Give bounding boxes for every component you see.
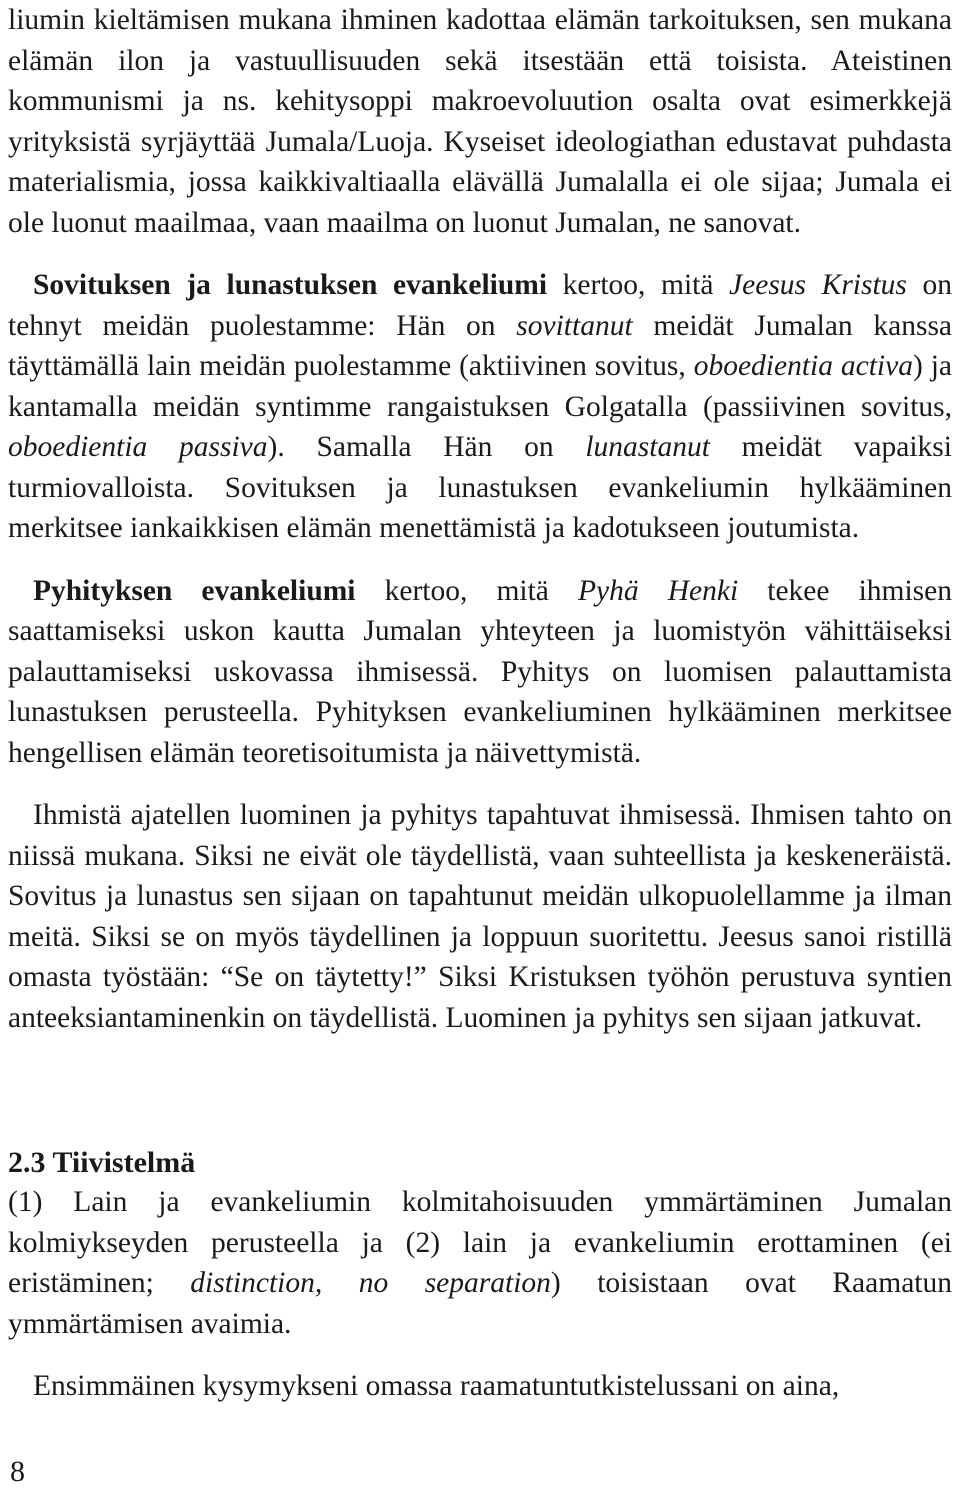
paragraph-3 bbox=[8, 571, 952, 774]
document-page bbox=[8, 0, 953, 1402]
paragraph-6 bbox=[8, 1366, 952, 1407]
paragraph-2-text-5: ). Samalla Hän on bbox=[267, 431, 586, 463]
paragraph-2-bold-term: Sovituksen ja lunastuksen evankeliumi bbox=[33, 269, 548, 301]
page-number: 8 bbox=[10, 1455, 25, 1488]
paragraph-3-text-1: kertoo, mitä bbox=[355, 574, 578, 607]
paragraph-5 bbox=[8, 1182, 952, 1344]
summary-section bbox=[8, 1182, 952, 1407]
paragraph-5-text-1: (1) Lain ja evankeliumin kolmitahoisuuden ymmärtäminen Jumalan kolmiykseyden perusteella ja (2) lain ja evankeliumin erottaminen (ei eristäminen; bbox=[8, 1186, 952, 1299]
paragraph-3-bold-term: Pyhityksen evankeliumi bbox=[33, 574, 356, 607]
paragraph-2-text-6: meidät vapaiksi turmiovalloista. Sovituksen ja lunastuksen evankeliumin hylkääminen merkitsee iankaikkisen elämän menettämistä ja kadotukseen joutumista. bbox=[8, 431, 952, 544]
paragraph-2-italic-3: oboedientia activa bbox=[693, 350, 913, 382]
paragraph-1 bbox=[8, 0, 952, 243]
paragraph-3-italic-1: Pyhä Henki bbox=[578, 574, 739, 607]
paragraph-2-italic-5: lunastanut bbox=[585, 431, 710, 463]
paragraph-2-text-1: kertoo, mitä bbox=[547, 269, 730, 301]
paragraph-2 bbox=[8, 265, 952, 549]
paragraph-4 bbox=[8, 795, 952, 1038]
section-heading: 2.3 Tiivistelmä bbox=[8, 1146, 196, 1179]
paragraph-2-italic-1: Jeesus Kristus bbox=[729, 269, 907, 301]
paragraph-6-text: Ensimmäinen kysymykseni omassa raamatuntutkistelussani on aina, bbox=[33, 1370, 840, 1402]
paragraph-2-italic-4: oboedientia passiva bbox=[8, 431, 268, 463]
paragraph-2-text-2: on tehnyt meidän puolestamme: Hän on bbox=[8, 269, 953, 342]
paragraph-3-text-2: tekee ihmisen saattamiseksi uskon kautta Jumalan yhteyteen ja luomistyön vähittäiseksi palauttamiseksi uskovassa ihmisessä. Pyhitys on luomisen palauttamista lunastuksen perusteella. Pyhityksen evankeliuminen hylkääminen merkitsee hengellisen elämän teoretisoitumista ja näivettymistä. bbox=[8, 574, 953, 769]
paragraph-1-text: liumin kieltämisen mukana ihminen kadottaa elämän tarkoituksen, sen mukana elämän ilon ja vastuullisuuden sekä itsestään että toisista. Ateistinen kommunismi ja ns. kehitysoppi makroevoluution osalta ovat esimerkkejä yrityksistä syrjäyttää Jumala/Luoja. Kyseiset ideologiathan edustavat puhdasta materialismia, jossa kaikkivaltiaalla elävällä Jumalalla ei ole sijaa; Jumala ei ole luonut maailmaa, vaan maailma on luonut Jumalan, ne sanovat. bbox=[8, 4, 952, 239]
paragraph-4-text: Ihmistä ajatellen luominen ja pyhitys tapahtuvat ihmisessä. Ihmisen tahto on niissä mukana. Siksi ne eivät ole täydellistä, vaan suhteellista ja keskeneräistä. Sovitus ja lunastus sen sijaan on tapahtunut meidän ulkopuolellamme ja ilman meitä. Siksi se on myös täydellinen ja loppuun suoritettu. Jeesus sanoi ristillä omasta työstään: “Se on täytetty!” Siksi Kristuksen työhön perustuva syntien anteeksiantaminenkin on täydellistä. Luominen ja pyhitys sen sijaan jatkuvat. bbox=[8, 799, 952, 1034]
paragraph-2-text-4: ) ja kantamalla meidän syntimme rangaistuksen Golgatalla (passiivinen sovitus, bbox=[8, 350, 952, 423]
paragraph-2-text-3: meidät Jumalan kanssa täyttämällä lain meidän puolestamme (aktiivinen sovitus, bbox=[8, 309, 953, 382]
paragraph-5-italic: distinction, no separation bbox=[190, 1267, 551, 1299]
paragraph-2-italic-2: sovittanut bbox=[516, 309, 633, 342]
paragraph-5-text-2: ) toisistaan ovat Raamatun ymmärtämisen avaimia. bbox=[8, 1267, 952, 1340]
